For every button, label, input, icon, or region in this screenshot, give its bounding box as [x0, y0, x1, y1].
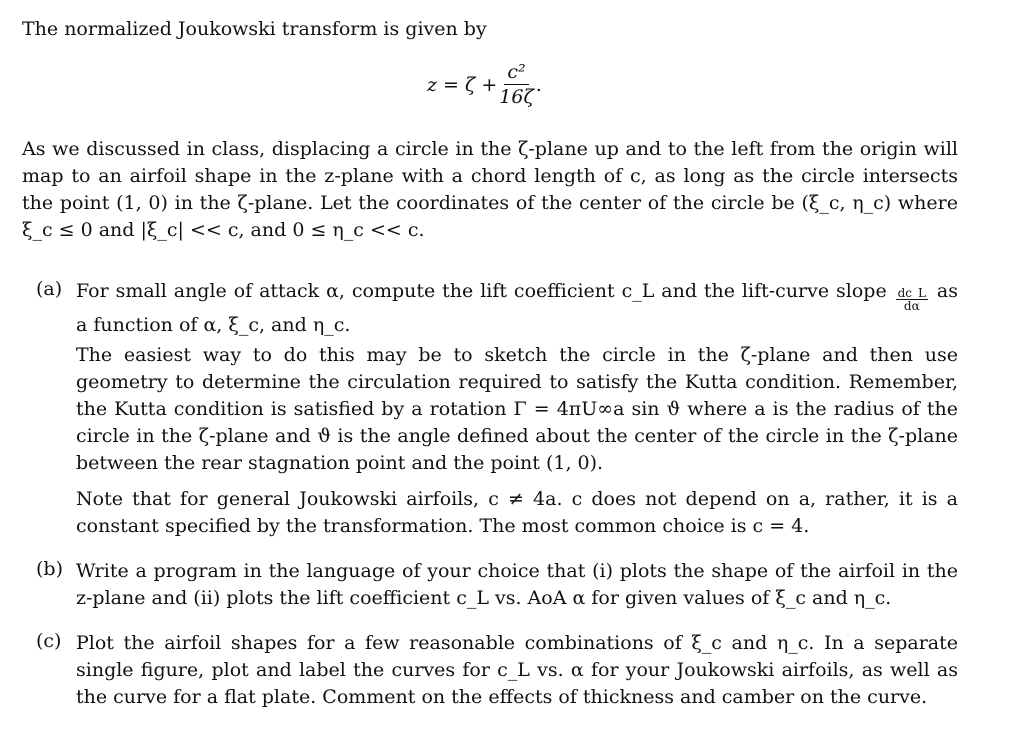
item-a-label: (a) — [36, 278, 63, 300]
discussion-paragraph: As we discussed in class, displacing a circle in the ζ-plane up and to the left from the origin will map to an airfoil shape in the z-plane with a chord length of c, as long as the circle intersects the point (1, 0) in the ζ-plane. Let the coordinates of the center of the circle be (ξ_c, η_c) where ξ_c ≤ 0 and |ξ_c| << c, and 0 ≤ η_c << c. — [22, 138, 958, 241]
item-a-hint-paragraph: The easiest way to do this may be to sketch the circle in the ζ-plane and then use geometry to determine the circulation required to satisfy the Kutta condition. Remember, the Kutta condition is satisfied by a rotation Γ = 4πU∞a sin ϑ where a is the radius of the circle in the ζ-plane and ϑ is the angle defined about the center of the circle in the ζ-plane between the rear stagnation point and the point (1, 0). — [76, 344, 958, 474]
equation-denominator: 16ζ — [499, 86, 534, 108]
equation-fraction — [499, 62, 533, 107]
item-a-text-after: as a function of α, ξ_c, and η_c. — [76, 280, 958, 336]
equation-period: . — [535, 73, 542, 96]
item-b — [36, 558, 958, 612]
item-a-paragraph — [76, 278, 958, 339]
item-a-note-paragraph: Note that for general Joukowski airfoils, c ≠ 4a. c does not depend on a, rather, it is a constant specified by the transformation. The most common choice is c = 4. — [76, 488, 958, 537]
item-c — [36, 630, 958, 711]
intro-sentence: The normalized Joukowski transform is given by — [22, 18, 487, 40]
equation-lhs: z = ζ + — [427, 73, 498, 96]
item-a-text-before: For small angle of attack α, compute the lift coefficient c_L and the lift-curve slope — [76, 280, 887, 302]
lift-slope-fraction — [896, 287, 928, 312]
lift-slope-denominator: dα — [903, 299, 920, 313]
equation-numerator: c² — [504, 62, 528, 85]
item-b-label: (b) — [36, 558, 63, 580]
lift-slope-numerator: dc_L — [897, 286, 926, 300]
item-c-label: (c) — [36, 630, 62, 652]
item-a — [36, 278, 958, 339]
item-c-paragraph: Plot the airfoil shapes for a few reasonable combinations of ξ_c and η_c. In a separate single figure, plot and label the curves for c_L vs. α for your Joukowski airfoils, as well as the curve for a flat plate. Comment on the effects of thickness and camber on the curve. — [76, 632, 958, 708]
joukowski-equation — [427, 62, 542, 107]
item-b-paragraph: Write a program in the language of your choice that (i) plots the shape of the airfoil in the z-plane and (ii) plots the lift coefficient c_L vs. AoA α for given values of ξ_c and η_c. — [76, 560, 958, 609]
